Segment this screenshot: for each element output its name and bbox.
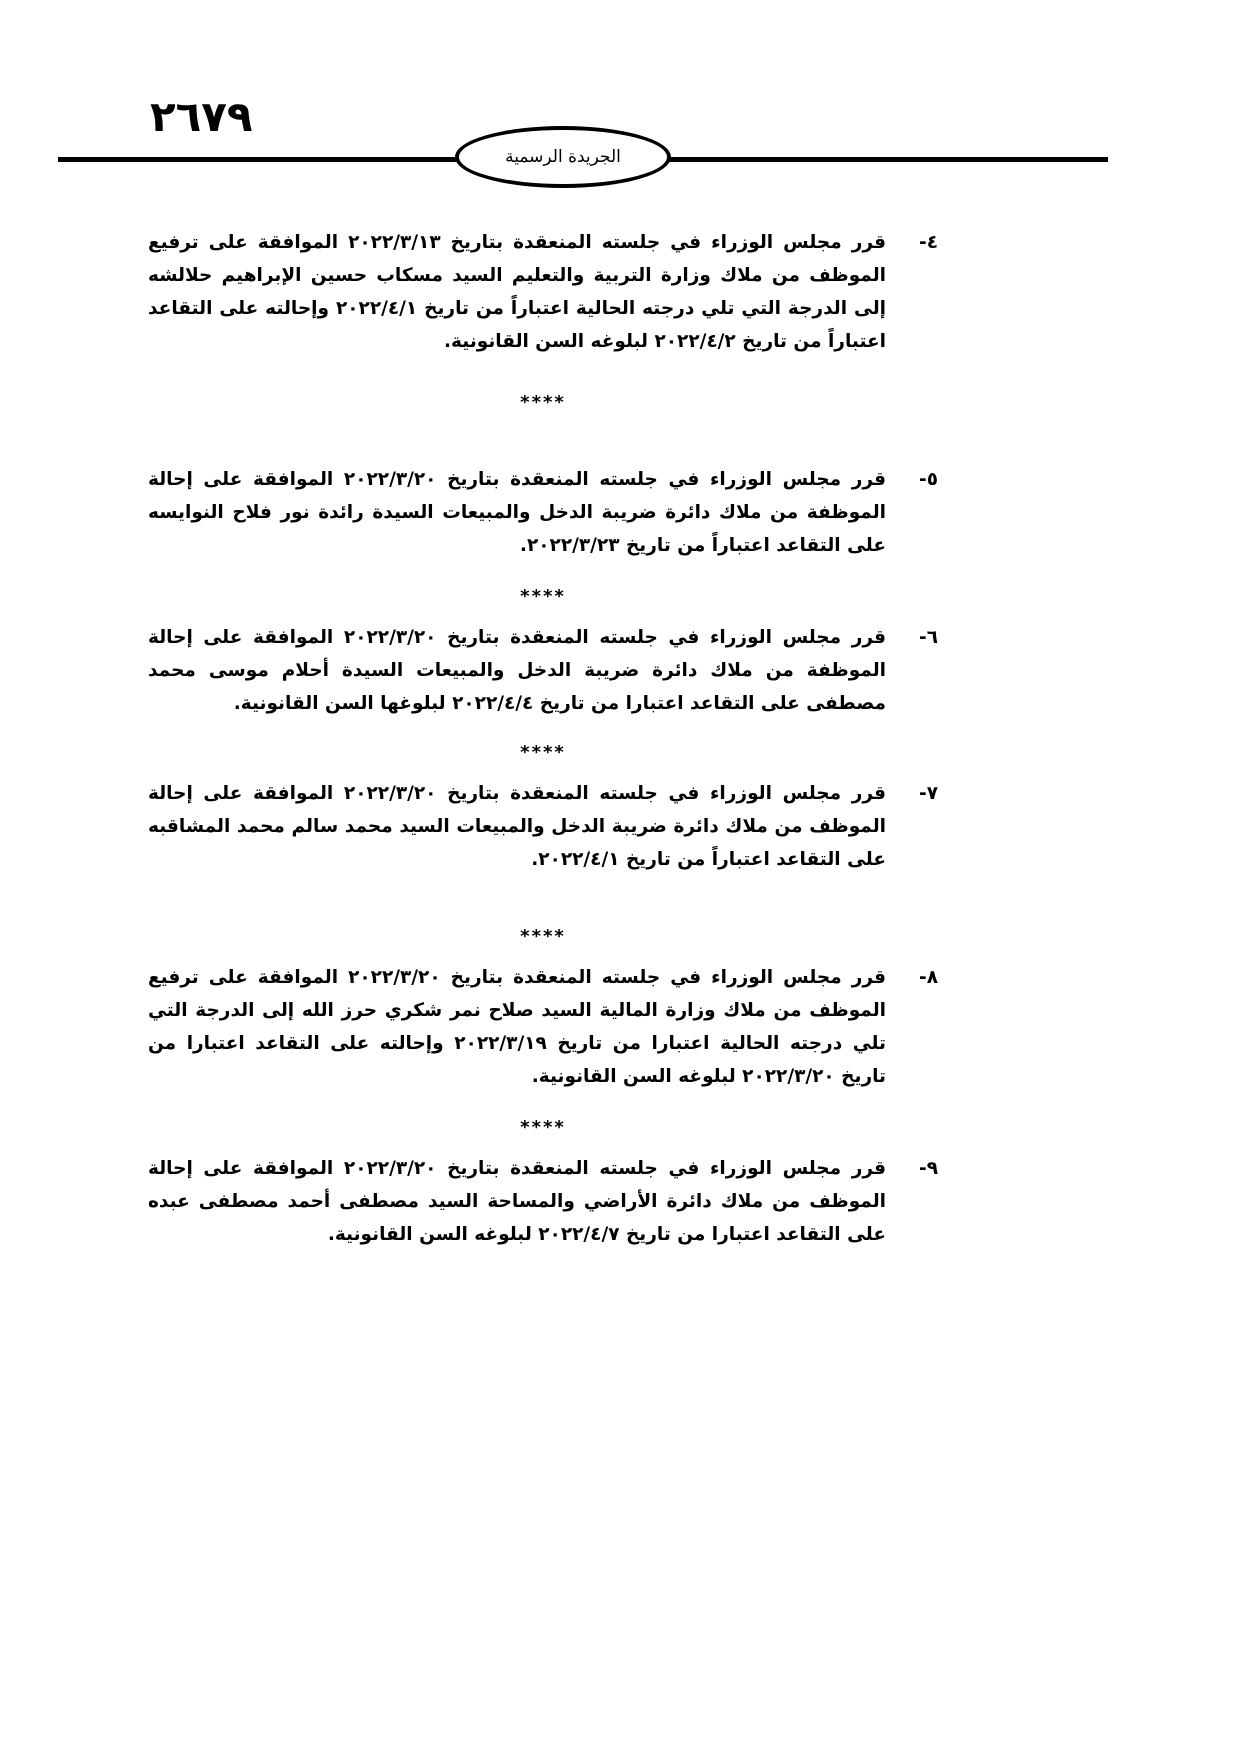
gazette-title-oval bbox=[455, 126, 671, 188]
decision-text: قرر مجلس الوزراء في جلسته المنعقدة بتاريخ ٢٠٢٢/٣/٢٠ الموافقة على إحالة الموظفة من ملاك دائرة ضريبة الدخل والمبيعات السيدة أحلام موسى محمد مصطفى على التقاعد اعتبارا من تاريخ ٢٠٢٢/٤/٤ لبلوغها السن القانونية. bbox=[148, 627, 886, 714]
decision-item-9 bbox=[148, 1152, 938, 1251]
separator: **** bbox=[520, 1117, 566, 1138]
decision-item-6 bbox=[148, 621, 938, 720]
decision-number: ٩- bbox=[919, 1158, 938, 1179]
decisions-list bbox=[148, 226, 938, 1251]
decision-text: قرر مجلس الوزراء في جلسته المنعقدة بتاريخ ٢٠٢٢/٣/٢٠ الموافقة على إحالة الموظف من ملاك دائرة الأراضي والمساحة السيد مصطفى أحمد مصطفى عبده على التقاعد اعتبارا من تاريخ ٢٠٢٢/٤/٧ لبلوغه السن القانونية. bbox=[148, 1158, 886, 1245]
decision-number: ٨- bbox=[919, 967, 938, 988]
decision-text: قرر مجلس الوزراء في جلسته المنعقدة بتاريخ ٢٠٢٢/٣/٢٠ الموافقة على إحالة الموظفة من ملاك دائرة ضريبة الدخل والمبيعات السيدة رائدة نور فلاح النوايسه على التقاعد اعتباراً من تاريخ ٢٠٢٢/٣/٢٣. bbox=[148, 469, 886, 556]
gazette-title: الجريدة الرسمية bbox=[505, 147, 621, 167]
decision-number: ٧- bbox=[919, 783, 938, 804]
separator: **** bbox=[520, 742, 566, 763]
decision-item-4 bbox=[148, 226, 938, 358]
separator: **** bbox=[520, 392, 566, 413]
decision-item-7 bbox=[148, 777, 938, 876]
separator: **** bbox=[520, 586, 566, 607]
separator: **** bbox=[520, 926, 566, 947]
decision-item-8 bbox=[148, 961, 938, 1093]
decision-text: قرر مجلس الوزراء في جلسته المنعقدة بتاريخ ٢٠٢٢/٣/٢٠ الموافقة على ترفيع الموظف من ملاك وزارة المالية السيد صلاح نمر شكري حرز الله إلى الدرجة التي تلي درجته الحالية اعتبارا من تاريخ ٢٠٢٢/٣/١٩ وإحالته على التقاعد اعتبارا من تاريخ ٢٠٢٢/٣/٢٠ لبلوغه السن القانونية. bbox=[148, 967, 887, 1087]
decision-item-5 bbox=[148, 463, 938, 562]
decision-number: ٦- bbox=[919, 627, 938, 648]
decision-text: قرر مجلس الوزراء في جلسته المنعقدة بتاريخ ٢٠٢٢/٣/٢٠ الموافقة على إحالة الموظف من ملاك دائرة ضريبة الدخل والمبيعات السيد محمد سالم محمد المشاقبه على التقاعد اعتباراً من تاريخ ٢٠٢٢/٤/١. bbox=[148, 783, 886, 870]
page-number: ٢٦٧٩ bbox=[150, 92, 253, 141]
decision-text: قرر مجلس الوزراء في جلسته المنعقدة بتاريخ ٢٠٢٢/٣/١٣ الموافقة على ترفيع الموظف من ملاك وزارة التربية والتعليم السيد مسكاب حسين الإبراهيم حلالشه إلى الدرجة التي تلي درجته الحالية اعتباراً من تاريخ ٢٠٢٢/٤/١ وإحالته على التقاعد اعتباراً من تاريخ ٢٠٢٢/٤/٢ لبلوغه السن القانونية. bbox=[148, 232, 886, 352]
decision-number: ٥- bbox=[919, 469, 938, 490]
decision-number: ٤- bbox=[919, 232, 938, 253]
